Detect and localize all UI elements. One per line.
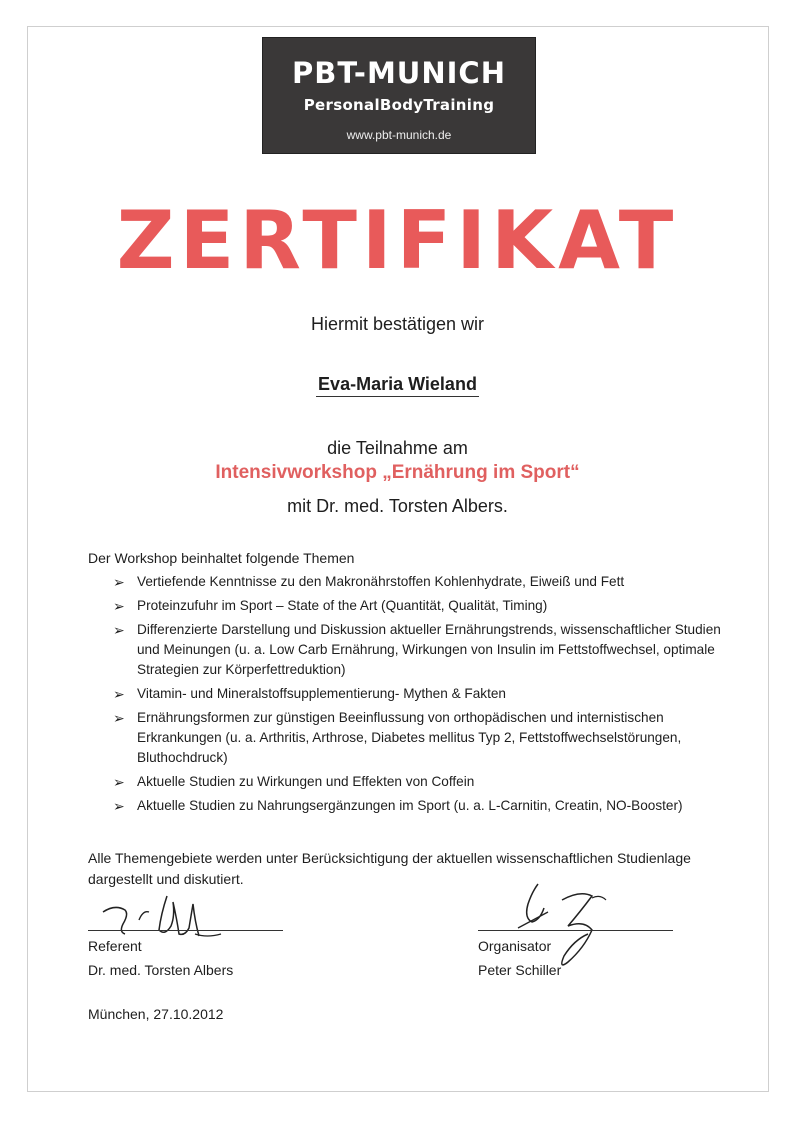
topic-item: [113, 684, 733, 704]
referent-signature-line: [88, 930, 283, 931]
pbt-munich-logo: [262, 37, 536, 154]
topic-text: Differenzierte Darstellung und Diskussion aktueller Ernährungstrends, wissenschaftlicher Studien und Meinungen (u. a. Low Carb Ernährung, Wirkungen von Insulin im Fettstoffwechsel, optimale Strategien zur Körperfettreduktion): [137, 622, 721, 677]
participant-name: Eva-Maria Wieland: [316, 374, 479, 397]
topic-text: Ernährungsformen zur günstigen Beeinflussung von orthopädischen und internistischen Erkrankungen (u. a. Arthritis, Arthrose, Diabetes mellitus Typ 2, Fettstoffwechselstörungen, Bluthochdruck): [137, 710, 682, 765]
arrowhead-bullet-icon: ➢: [113, 710, 125, 726]
topic-text: Aktuelle Studien zu Wirkungen und Effekten von Coffein: [137, 774, 475, 789]
topic-item: [113, 708, 733, 768]
trainer-text: mit Dr. med. Torsten Albers.: [287, 496, 508, 516]
referent-name: Dr. med. Torsten Albers: [88, 962, 234, 978]
organisator-role: Organisator: [478, 938, 552, 954]
topic-item: [113, 596, 733, 616]
arrowhead-bullet-icon: ➢: [113, 574, 125, 590]
topic-item: [113, 620, 733, 680]
confirmation-text: Hiermit bestätigen wir: [310, 314, 485, 334]
organisator-name: Peter Schiller: [478, 962, 562, 978]
arrowhead-bullet-icon: ➢: [113, 598, 125, 614]
topic-text: Aktuelle Studien zu Nahrungsergänzungen im Sport (u. a. L-Carnitin, Creatin, NO-Booster): [137, 798, 683, 813]
topic-item: [113, 572, 733, 592]
logo-url: www.pbt-munich.de: [346, 128, 452, 142]
closing-text: Alle Themengebiete werden unter Berücksichtigung der aktuellen wissenschaftlichen Studienlage dargestellt und diskutiert.: [88, 850, 691, 887]
topic-item: [113, 796, 733, 816]
participation-text: die Teilnahme am: [327, 438, 468, 458]
participant-name-line: [0, 374, 795, 395]
referent-role: Referent: [88, 938, 142, 954]
topics-list: [113, 572, 733, 820]
arrowhead-bullet-icon: ➢: [113, 798, 125, 814]
arrowhead-bullet-icon: ➢: [113, 686, 125, 702]
place-and-date: München, 27.10.2012: [88, 1006, 224, 1022]
topic-text: Vertiefende Kenntnisse zu den Makronährstoffen Kohlenhydrate, Eiweiß und Fett: [137, 574, 625, 589]
topic-item: [113, 772, 733, 792]
arrowhead-bullet-icon: ➢: [113, 774, 125, 790]
workshop-title: Intensivworkshop „Ernährung im Sport“: [215, 462, 580, 483]
organisator-signature-line: [478, 930, 673, 931]
certificate-title: ZERTIFIKAT: [116, 194, 679, 287]
logo-subtitle: PersonalBodyTraining: [303, 96, 495, 114]
topic-text: Vitamin- und Mineralstoffsupplementierung- Mythen & Fakten: [137, 686, 506, 701]
topics-intro: Der Workshop beinhaltet folgende Themen: [88, 550, 355, 566]
arrowhead-bullet-icon: ➢: [113, 622, 125, 638]
logo-brand: PBT-MUNICH: [292, 56, 506, 90]
topic-text: Proteinzufuhr im Sport – State of the Art (Quantität, Qualität, Timing): [137, 598, 548, 613]
